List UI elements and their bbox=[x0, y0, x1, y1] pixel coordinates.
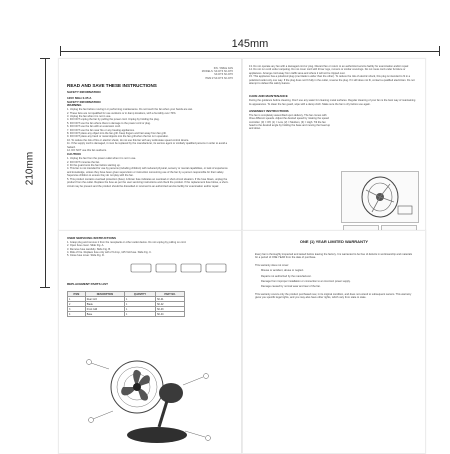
table-cell: 1 bbox=[68, 297, 86, 302]
safety-item: 7. DO NOT use the fan near fire or any heating appliances. bbox=[67, 128, 135, 132]
table-cell: 1 bbox=[125, 312, 156, 317]
width-dimension bbox=[60, 40, 440, 54]
warranty-body bbox=[255, 253, 413, 300]
safety-item: 10. To reduce the risk of fire or electric shock, do not use this fan with any solid-state speed control device. bbox=[67, 138, 190, 142]
care-heading: CARE AND MAINTENANCE bbox=[249, 94, 288, 99]
safety-body bbox=[67, 83, 232, 188]
column-header: ITEM bbox=[68, 292, 86, 297]
table-cell: SF-03 bbox=[155, 307, 184, 312]
table-row bbox=[68, 312, 185, 317]
model-info bbox=[202, 67, 233, 80]
table-cell: 4 bbox=[68, 312, 86, 317]
table-cell: 1 bbox=[125, 307, 156, 312]
safety-item: 12. DO NOT use this fan outdoors. bbox=[67, 149, 107, 153]
caution-item: 2. DO NOT immerse the fan. bbox=[67, 160, 100, 164]
safety-item: 6. DO NOT use the fan with an extension cord. bbox=[67, 125, 121, 129]
safety-item: 13. Do not operate any fan with a damaged cord or plug. Discard fan or return to an authorized service facility for examination and/or repair. bbox=[249, 65, 409, 68]
warranty-exclusion: Repairs not authorized by the manufacturer. bbox=[261, 274, 312, 278]
model-line: MODELS: SF-DT6 SF-DT6 bbox=[201, 70, 233, 74]
safety-item: 5. DO NOT use the fan where there is damage to the power cord or plug. bbox=[67, 121, 151, 125]
safety-item: 11. If the supply cord is damaged, it must be replaced by the manufacturer, its service agent or similarly qualified persons in order to avoid a hazard. bbox=[67, 142, 228, 149]
safety-item: 4. DO NOT unplug the fan by pulling the power cord. Unplug by holding the plug. bbox=[67, 118, 160, 122]
warning-label: WARNING bbox=[67, 103, 82, 108]
caution-item: 1. Unplug the fan from the power outlet when it is not in use. bbox=[67, 157, 137, 161]
warranty-exclusion-lead: This warranty does not cover: bbox=[255, 263, 290, 267]
page-warranty bbox=[242, 230, 426, 454]
page2-body bbox=[249, 65, 417, 131]
caution-item: 3. Fit the guard onto the fan before starting up. bbox=[67, 164, 121, 168]
table-cell: Base bbox=[85, 312, 124, 317]
column-header: QUANTITY bbox=[125, 292, 156, 297]
page-user-servicing bbox=[58, 230, 242, 454]
table-cell: SF-01 bbox=[155, 297, 184, 302]
table-cell: 2 bbox=[68, 302, 86, 307]
safety-subheading: SAFETY INFORMATION bbox=[67, 99, 101, 104]
model-line: ITEM # SF-DT6 SF-DT6 bbox=[205, 76, 233, 80]
column-header: DESCRIPTION bbox=[85, 292, 124, 297]
table-cell: Rear Grill bbox=[85, 297, 124, 302]
caution-item: 5. This product contains overload protection (fuse). A blown fuse indicates an overload or short-circuit situation. If the fuse blows, unplug the product from the outlet. Replace the fuse as per the user servicing instructions and check the product. If the replacement fuse blows, a short-circuit may be present and the product should be discarded or returned to an authorized service facility for examination and/or repair. bbox=[67, 177, 229, 188]
safety-item: 2. These fans are not qualified for use outdoors or in damp locations, with a humidity over 70%. bbox=[67, 111, 177, 115]
servicing-step: 4. Risk of fire. Replace fuse only with 2.5 Amp, 125 Volt fuse. Slide Fig. C. bbox=[67, 251, 152, 255]
fan-exploded-diagram bbox=[79, 349, 219, 449]
fan-assembly-illustration bbox=[341, 171, 419, 223]
width-dimension-label: 145mm bbox=[231, 38, 269, 50]
table-cell: Front Grill bbox=[85, 307, 124, 312]
warranty-heading: ONE (1) YEAR LIMITED WARRANTY bbox=[299, 239, 369, 244]
page-title: READ AND SAVE THESE INSTRUCTIONS bbox=[67, 83, 157, 88]
caution-label: CAUTION bbox=[67, 152, 81, 157]
assembly-heading: ASSEMBLY INSTRUCTIONS bbox=[249, 109, 289, 114]
caution-item: 4. This fan is not intended for use by persons (including children) with reduced physical, sensory or mental capabilities, or lack of experience and knowledge, unless they have been given supervision or instruction concerning use of the fan by a person responsible for their safety. Supervise children to ensure they do not play with the fan. bbox=[67, 167, 228, 178]
table-cell: Blade bbox=[85, 302, 124, 307]
parts-table bbox=[67, 291, 185, 317]
safety-heading: SAFETY INFORMATION bbox=[67, 90, 101, 94]
height-dimension bbox=[24, 58, 50, 288]
servicing-step: 5. Close fuse cover. Slide Fig. D. bbox=[67, 254, 105, 258]
voltage-rating: 120V 60Hz 0.35 A bbox=[67, 95, 92, 100]
warranty-closing: This warranty covers only the product purchased new, in its original condition, and does not extend to subsequent owners. This warranty gives you specific legal rights, and you may also have other rights, which vary from state to state. bbox=[255, 292, 412, 300]
servicing-step: 2. Open fuse cover. Slide Fig. A. bbox=[67, 244, 105, 248]
parts-heading: REPLACEMENT PARTS LIST bbox=[67, 282, 108, 286]
safety-item: 1. Unplug the fan before moving it or performing maintenance. Do not touch the fan when your hands are wet. bbox=[67, 108, 193, 112]
servicing-step: 1. Grasp plug and remove it from the receptacle or other outlet device. Do not unplug by pulling on cord. bbox=[67, 240, 187, 244]
warranty-exclusion: Damage caused by normal wear and tear of the fan. bbox=[261, 285, 321, 289]
table-cell: 3 bbox=[68, 307, 86, 312]
fuse-figures bbox=[129, 261, 229, 275]
column-header: PART NO. bbox=[155, 292, 184, 297]
servicing-body bbox=[67, 237, 232, 258]
servicing-step: 3. Remove fuse carefully. Slide Fig. B. bbox=[67, 247, 111, 251]
safety-item: 14. Do not run cord under carpeting. Do not cover cord with throw rugs, runners or similar coverings. Do not route cord under furniture or appliances. Arrange cord away from traffic area and where it will not be tripped over. bbox=[249, 68, 406, 75]
warranty-exclusion: Misuse or accident, abuse or neglect. bbox=[261, 269, 304, 273]
safety-item: 15. This appliance has a polarized plug (one blade is wider than the other). To reduce the risk of electric shock, this plug is intended to fit in a polarized outlet only one way. If the plug does not fit fully in the outlet, reverse the plug. If it still does not fit, contact a qualified electrician. Do not attempt to defeat this safety feature. bbox=[249, 75, 415, 86]
safety-item: 8. DO NOT place any object into the fan grill. Keep fingers and hair away from fan grill. bbox=[67, 132, 167, 136]
care-text: During the guidance before cleaning. Don't use any water for cleaning metal surfaces. Regular cleaning of your fan is the best way of maintaining its appearance. To clean the fan guard, wipe with a damp cloth. Make sure the fan is dry before use again. bbox=[249, 99, 416, 106]
warranty-exclusion: Damage from improper installation or connection to an incorrect power supply. bbox=[261, 280, 351, 284]
table-cell: SF-02 bbox=[155, 302, 184, 307]
assembly-text: The fan is completely assembled upon delivery. The fan comes with three different speeds. Adjust the desired speed by rotating the speed controller. (0) = Off, (1) = Low, (2) = Medium, (3) = High. Tilt the fan head to the desired angle by holding the base and moving the head up and down. bbox=[249, 113, 331, 131]
safety-item: 9. DO NOT place any hand or metal objects into the fan grill when the fan is in operation. bbox=[67, 135, 169, 139]
table-cell: 1 bbox=[125, 297, 156, 302]
warranty-intro: Every fan is thoroughly inspected and tested before leaving the factory. It is warranted to be free of defects in workmanship and materials for a period of ONE YEAR from the date of purchase. bbox=[255, 253, 413, 260]
height-dimension-label: 210mm bbox=[24, 151, 36, 186]
servicing-heading: USER SERVICING INSTRUCTIONS bbox=[67, 236, 116, 240]
table-cell: 1 bbox=[125, 302, 156, 307]
table-cell: SF-04 bbox=[155, 312, 184, 317]
model-line: 6IN. TABLE FAN bbox=[213, 67, 233, 70]
model-line: SF-DT6 SF-DT6 bbox=[214, 73, 233, 77]
safety-item: 3. Unplug the fan when it is not in use. bbox=[67, 115, 111, 118]
